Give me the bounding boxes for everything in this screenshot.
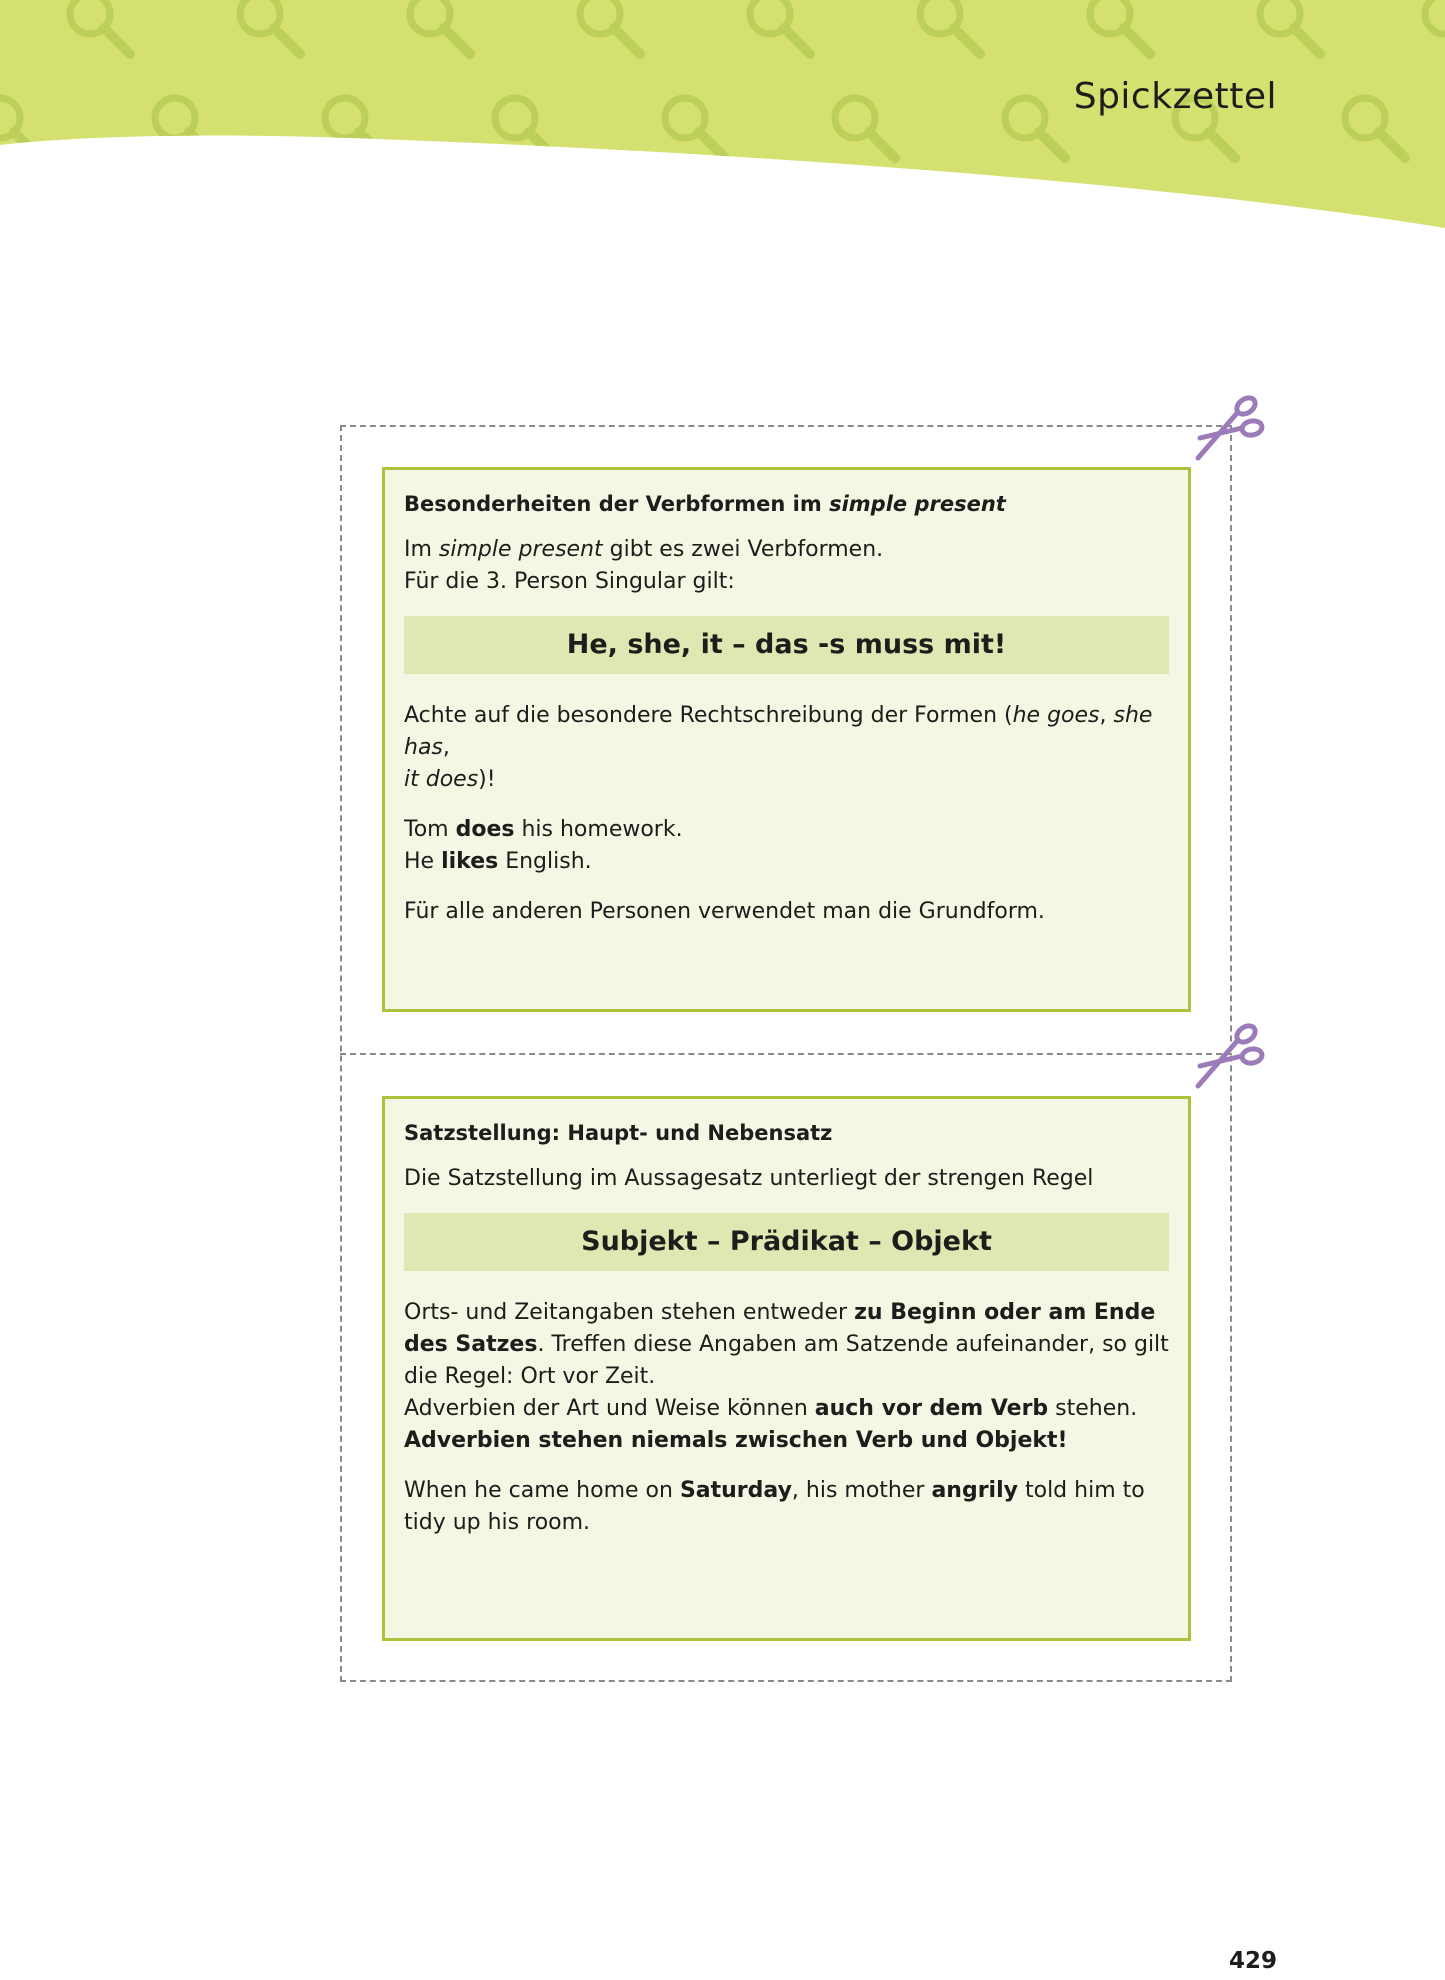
card-intro: Die Satzstellung im Aussagesatz unterliegt der strengen Regel [404,1166,1094,1191]
page-title: Spickzettel [1073,76,1277,117]
card-example: When he came home on Saturday, his mother angrily told him to tidy up his room. [404,1478,1145,1535]
card-rules-text: Orts- und Zeitangaben stehen entweder zu Beginn oder am Ende des Satzes. Treffen diese Angaben am Satzende aufeinander, so gilt die Regel: Ort vor Zeit. Adverbien der Art und Weise können auch vor dem Verb stehen. Adverbien stehen niemals zwischen Verb und Objekt! [404,1300,1169,1453]
rule-box: He, she, it – das -s muss mit! [404,616,1169,674]
rule-box: Subjekt – Prädikat – Objekt [404,1213,1169,1271]
card-examples: Tom does his homework. He likes English. [404,817,683,874]
card-closing: Für alle anderen Personen verwendet man die Grundform. [404,899,1045,924]
scissors-icon [1190,388,1270,468]
card-note: Achte auf die besondere Rechtschreibung der Formen (he goes, she has, it does)! [404,703,1153,792]
scissors-icon [1190,1016,1270,1096]
cheat-card-simple-present [382,467,1191,1012]
page-number: 429 [1228,1948,1277,1974]
card-title: Satzstellung: Haupt- und Nebensatz [404,1121,833,1145]
header-band [0,0,1445,240]
cut-line [340,1053,1232,1055]
cheat-card-word-order [382,1096,1191,1641]
card-intro: Im simple present gibt es zwei Verbformen. Für die 3. Person Singular gilt: [404,537,884,594]
card-title: Besonderheiten der Verbformen im simple present [404,492,1006,516]
